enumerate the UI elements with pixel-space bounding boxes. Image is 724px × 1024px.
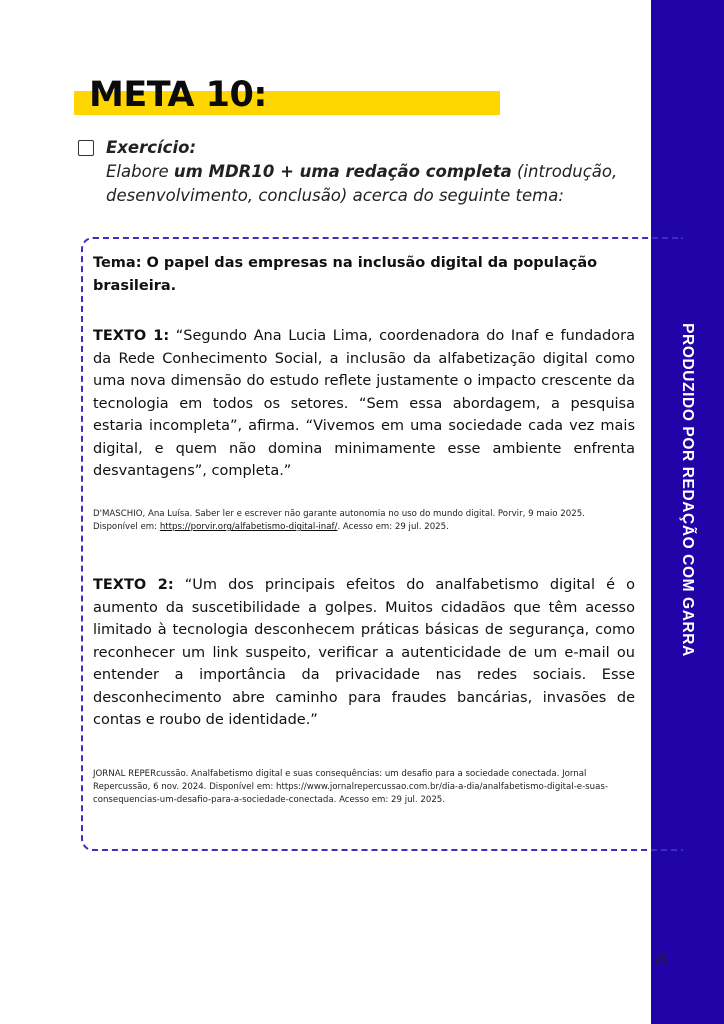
texto-1-reference <box>93 508 628 534</box>
exercise-highlight: um MDR10 + uma redação completa <box>173 162 512 181</box>
page-title: META 10: <box>89 75 267 115</box>
exercise-rest: (introdução, desenvolvimento, conclusão) acerca do seguinte tema: <box>106 162 618 205</box>
texto-2-reference: JORNAL REPERcussão. Analfabetismo digital e suas consequências: um desafio para a sociedade conectada. Jornal Repercussão, 6 nov. 2024. Disponível em: https://www.jornalrepercussao.com.br/dia-a-dia/analfabetismo-digital-e-suas-consequencias-um-desafio-para-a-sociedade-conectada. Acesso em: 29 jul. 2025. <box>93 769 608 805</box>
page-number: 25 <box>654 952 668 966</box>
texto-2-body: “Um dos principais efeitos do analfabetismo digital é o aumento da suscetibilidade a golpes. Muitos cidadãos que têm acesso limitado à tecnologia desconhecem práticas básicas de segurança, como reconhecer um link suspeito, verificar a autenticidade de um e-mail ou entender a importância da privacidade nas redes sociais. Esse desconhecimento abre caminho para fraudes bancárias, invasões de contas e roubo de identidade.” <box>93 577 635 728</box>
exercise-label: Exercício: <box>106 138 197 157</box>
texto-1 <box>93 325 635 483</box>
texto-1-body: “Segundo Ana Lucia Lima, coordenadora do Inaf e fundadora da Rede Conhecimento Social, a inclusão da alfabetização digital como uma nova dimensão do estudo reflete justamente o impacto crescente da tecnologia em todos os setores. “Sem essa abordagem, a pesquisa estaria incompleta”, afirma. “Vivemos em uma sociedade cada vez mais digital, e quem não domina minimamente esse ambiente enfrenta desvantagens”, completa.” <box>93 328 635 479</box>
texto-1-ref-prefix: D'MASCHIO, Ana Luísa. Saber ler e escrever não garante autonomia no uso do mundo digital. Porvir, 9 maio 2025. Disponível em: <box>93 509 585 532</box>
essay-theme: Tema: O papel das empresas na inclusão digital da população brasileira. <box>93 255 598 294</box>
texto-1-ref-suffix: . Acesso em: 29 jul. 2025. <box>337 522 449 532</box>
exercise-checkbox[interactable] <box>78 140 94 156</box>
exercise-instructions <box>106 136 626 208</box>
texto-2-label: TEXTO 2: <box>93 577 174 593</box>
texto-2 <box>93 574 635 732</box>
texto-1-label: TEXTO 1: <box>93 328 170 344</box>
texto-1-ref-link[interactable]: https://porvir.org/alfabetismo-digital-inaf/ <box>159 522 338 532</box>
exercise-intro: Elabore <box>106 162 174 181</box>
side-banner-text: PRODUZIDO POR REDAÇÃO COM GARRA <box>679 323 696 657</box>
